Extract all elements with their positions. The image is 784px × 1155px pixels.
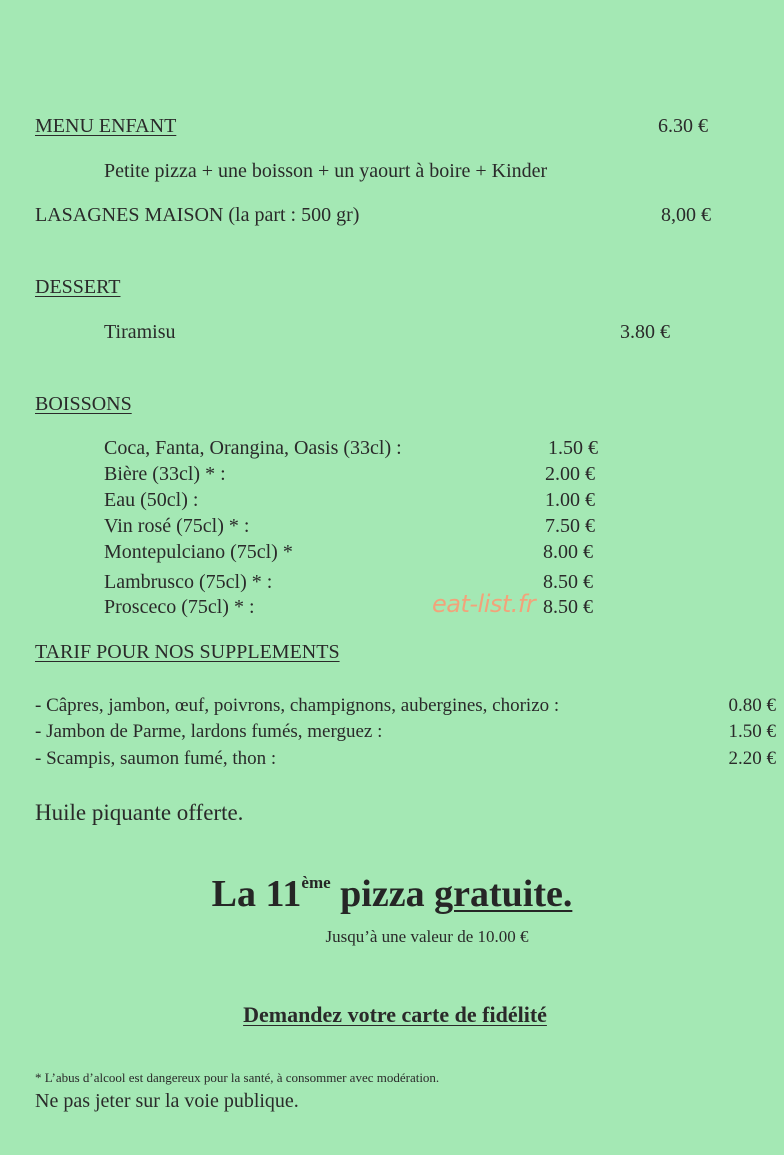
- boisson-price: 7.50 €: [545, 515, 595, 537]
- supplements-title: TARIF POUR NOS SUPPLEMENTS: [35, 641, 340, 663]
- huile-offerte: Huile piquante offerte.: [35, 800, 244, 825]
- boisson-label: Coca, Fanta, Orangina, Oasis (33cl) :: [104, 437, 402, 459]
- supplement-price: 1.50 €: [728, 721, 776, 742]
- supplement-label: - Jambon de Parme, lardons fumés, merguez :: [35, 721, 383, 742]
- boisson-label: Bière (33cl) * :: [104, 463, 226, 485]
- boisson-price: 8.50 €: [543, 596, 593, 618]
- alcohol-footnote: * L’abus d’alcool est dangereux pour la santé, à consommer avec modération.: [35, 1070, 440, 1085]
- watermark: eat-list.fr: [432, 590, 536, 618]
- boisson-price: 1.00 €: [545, 489, 595, 511]
- promo-headline: [0, 872, 784, 916]
- dessert-item-price: 3.80 €: [620, 321, 670, 343]
- promo-la: La 11: [211, 873, 302, 915]
- promo-gratuite: gratuite.: [434, 873, 573, 915]
- promo-subtitle: Jusqu’à une valeur de 10.00 €: [325, 927, 529, 946]
- boisson-label: Montepulciano (75cl) *: [104, 541, 293, 563]
- menu-enfant-title: MENU ENFANT: [35, 115, 177, 137]
- menu-enfant-price: 6.30 €: [658, 115, 708, 137]
- boisson-label: Lambrusco (75cl) * :: [104, 571, 273, 593]
- promo-sup: ème: [301, 873, 331, 892]
- boisson-label: Eau (50cl) :: [104, 489, 199, 511]
- boissons-title: BOISSONS: [35, 393, 132, 415]
- loyalty-card-text: Demandez votre carte de fidélité: [243, 1002, 547, 1027]
- boisson-price: 8.00 €: [543, 541, 593, 563]
- boisson-label: Prosceco (75cl) * :: [104, 596, 255, 618]
- boisson-label: Vin rosé (75cl) * :: [104, 515, 250, 537]
- supplement-label: - Câpres, jambon, œuf, poivrons, champignons, aubergines, chorizo :: [35, 695, 560, 716]
- supplement-label: - Scampis, saumon fumé, thon :: [35, 748, 277, 769]
- supplement-price: 2.20 €: [728, 748, 776, 769]
- lasagnes-label: LASAGNES MAISON (la part : 500 gr): [35, 204, 360, 226]
- boisson-price: 8.50 €: [543, 571, 593, 593]
- dessert-title: DESSERT: [35, 276, 121, 298]
- litter-notice: Ne pas jeter sur la voie publique.: [35, 1090, 299, 1112]
- boisson-price: 1.50 €: [548, 437, 598, 459]
- supplement-price: 0.80 €: [728, 695, 776, 716]
- lasagnes-price: 8,00 €: [661, 204, 711, 226]
- menu-enfant-description: Petite pizza + une boisson + un yaourt à boire + Kinder: [104, 160, 548, 182]
- promo-pizza: pizza: [340, 873, 425, 915]
- boisson-price: 2.00 €: [545, 463, 595, 485]
- dessert-item-label: Tiramisu: [104, 321, 176, 343]
